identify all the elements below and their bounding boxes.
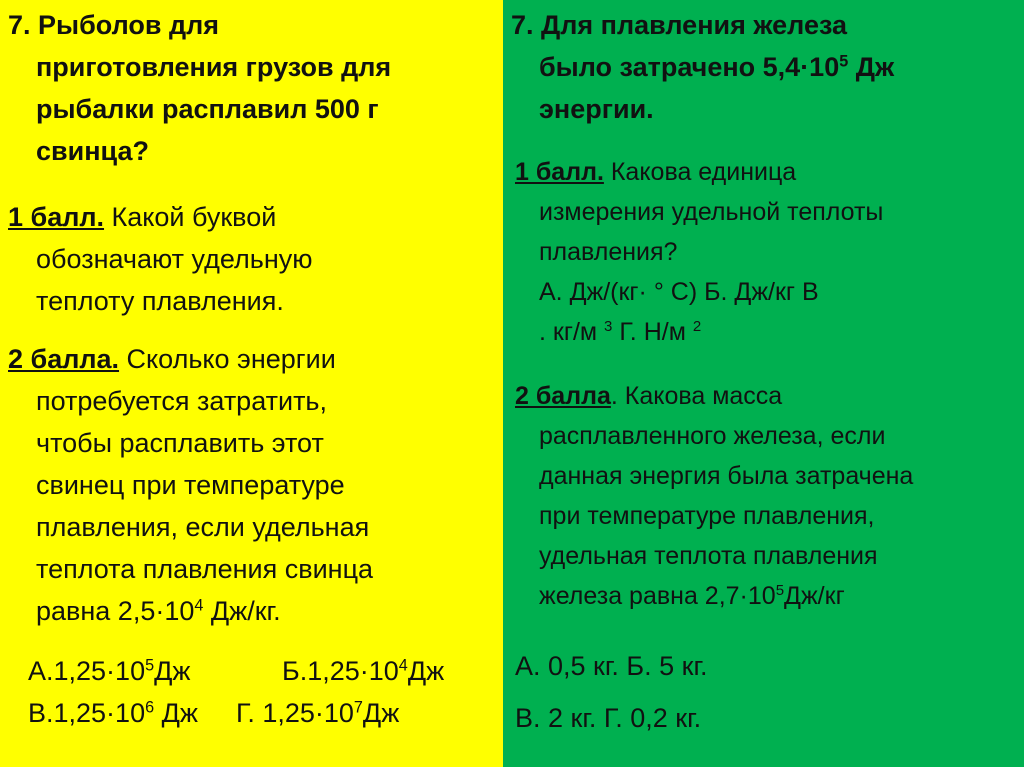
question-text: данная энергия была затрачена bbox=[539, 462, 914, 490]
points-label: 2 балла bbox=[515, 382, 611, 410]
question-text: измерения удельной теплоты bbox=[539, 198, 884, 226]
specific-heat-value: железа равна $2,7\cdot 10^5Дж/кг$ bbox=[539, 582, 845, 610]
question-text: потребуется затратить, bbox=[36, 386, 328, 416]
answer-options-line: В. 2 кг. Г. 0,2 кг. bbox=[515, 703, 702, 733]
right-question-1 bbox=[515, 152, 883, 352]
question-text: удельная теплота плавления bbox=[539, 542, 878, 570]
heading-line: рыбалки расплавил 500 г bbox=[36, 94, 379, 124]
heading-line: энергии. bbox=[539, 94, 654, 124]
question-text: Сколько энергии bbox=[119, 344, 336, 374]
option-a: $А.1,25\cdot 10^5Дж$ bbox=[28, 656, 191, 686]
right-problem-heading bbox=[511, 4, 894, 130]
question-text: теплота плавления свинца bbox=[36, 554, 374, 584]
option-d: Г. $1,25\cdot 10^7Дж$ bbox=[236, 698, 400, 728]
right-problem-panel bbox=[503, 0, 1024, 767]
left-question-2 bbox=[8, 338, 373, 632]
question-text: теплоту плавления. bbox=[36, 286, 284, 316]
option-b: $Б.1,25\cdot 10^4Дж$ bbox=[282, 656, 445, 686]
specific-heat-value: равна $2,5\cdot 10^4$ Дж/кг. bbox=[36, 596, 281, 626]
heading-line: 7. Рыболов для bbox=[8, 10, 220, 40]
heading-line: приготовления грузов для bbox=[36, 52, 392, 82]
question-text: расплавленного железа, если bbox=[539, 422, 886, 450]
question-text: обозначают удельную bbox=[36, 244, 313, 274]
points-label: 2 балла. bbox=[8, 344, 120, 374]
question-text: плавления, если удельная bbox=[36, 512, 370, 542]
left-problem-panel bbox=[0, 0, 503, 767]
answer-options-line: . кг/м $^3$ Г. Н/м $^2$ bbox=[539, 318, 702, 346]
points-label: 1 балл. bbox=[8, 202, 105, 232]
points-label: 1 балл. bbox=[515, 158, 604, 186]
left-answer-options bbox=[28, 650, 444, 734]
question-text: при температуре плавления, bbox=[539, 502, 875, 530]
question-text: чтобы расплавить этот bbox=[36, 428, 324, 458]
option-c: $В.1,25\cdot 10^6$ Дж bbox=[28, 698, 198, 728]
answer-options-line: А. 0,5 кг. Б. 5 кг. bbox=[515, 651, 708, 681]
question-text: свинец при температуре bbox=[36, 470, 345, 500]
right-question-2 bbox=[515, 376, 913, 616]
question-text: Какой буквой bbox=[104, 202, 277, 232]
heading-line: 7. Для плавления железа bbox=[511, 10, 848, 40]
answer-options-line: А. Дж/(кг· ° С) Б. Дж/кг В bbox=[539, 278, 819, 306]
question-text: . Какова масса bbox=[610, 382, 783, 410]
left-question-1 bbox=[8, 196, 312, 322]
left-problem-heading bbox=[8, 4, 391, 172]
question-text: плавления? bbox=[539, 238, 678, 266]
heading-line: свинца? bbox=[36, 136, 149, 166]
heading-line: было затрачено $5,4\cdot 10^5$ Дж bbox=[539, 52, 895, 82]
right-answer-options bbox=[515, 640, 708, 744]
question-text: Какова единица bbox=[603, 158, 797, 186]
